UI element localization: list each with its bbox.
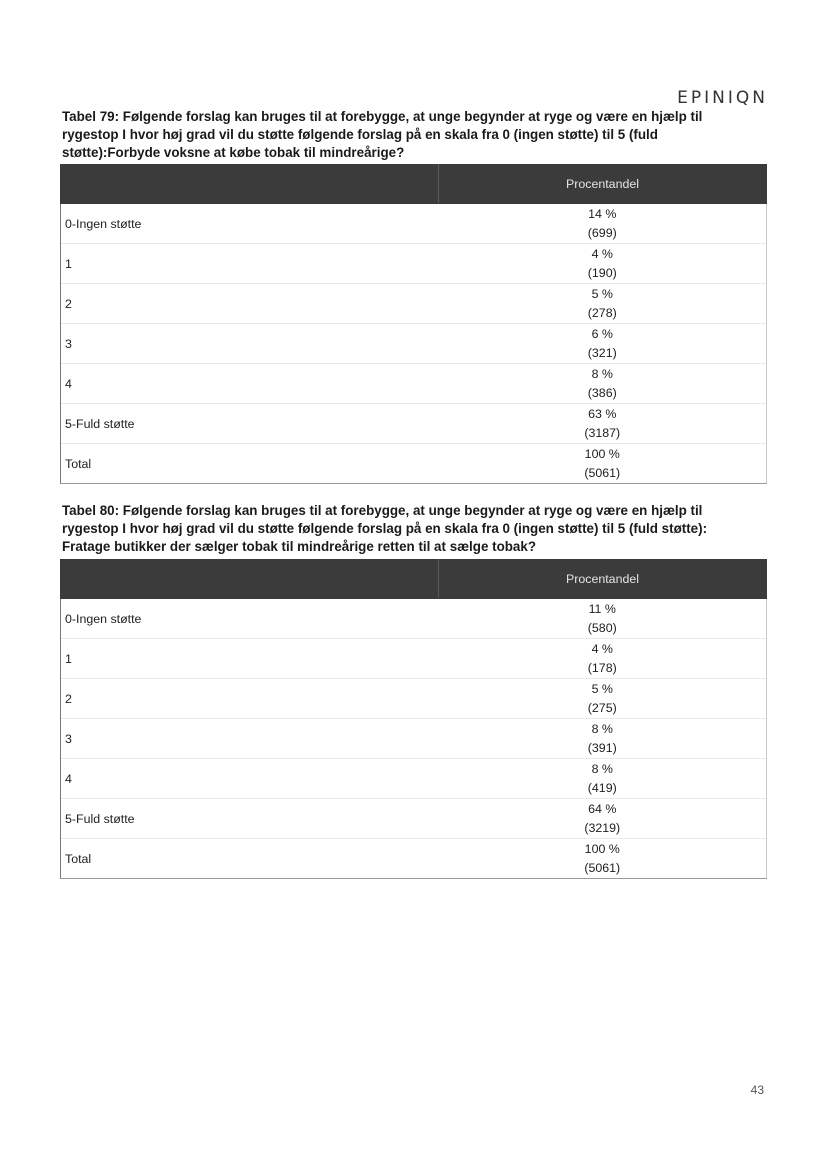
table-row bbox=[61, 244, 767, 284]
percent-value: 100 % bbox=[584, 446, 620, 461]
row-value-cell bbox=[439, 324, 767, 364]
row-label: 1 bbox=[61, 244, 439, 284]
row-label: 3 bbox=[61, 719, 439, 759]
percent-value: 4 % bbox=[591, 641, 613, 656]
table-row bbox=[61, 719, 767, 759]
row-label: 2 bbox=[61, 284, 439, 324]
percent-value: 14 % bbox=[588, 206, 617, 221]
page-number: 43 bbox=[750, 1083, 764, 1097]
count-value: (580) bbox=[587, 620, 617, 635]
count-value: (178) bbox=[587, 660, 617, 675]
header-blank-cell bbox=[61, 165, 439, 204]
count-value: (275) bbox=[587, 700, 617, 715]
count-value: (321) bbox=[587, 345, 617, 360]
count-value: (3187) bbox=[584, 425, 621, 440]
row-label: 4 bbox=[61, 364, 439, 404]
table-79-caption: Tabel 79: Følgende forslag kan bruges til at forebygge, at unge begynder at ryge og være en hjælp til rygestop I hvor høj grad vil du støtte følgende forslag på en skala fra 0 (ingen støtte) til 5 (fuld støtte):Forbyde voksne at købe tobak til mindreårige? bbox=[62, 109, 703, 160]
column-header-procentandel: Procentandel bbox=[439, 560, 767, 599]
percent-value: 6 % bbox=[591, 326, 613, 341]
row-value-cell bbox=[439, 364, 767, 404]
table-79-body bbox=[61, 204, 767, 484]
epinion-logo: EPINIQN bbox=[677, 88, 768, 108]
row-value-cell bbox=[439, 679, 767, 719]
table-80-caption: Tabel 80: Følgende forslag kan bruges til at forebygge, at unge begynder at ryge og være en hjælp til rygestop I hvor høj grad vil du støtte følgende forslag på en skala fra 0 (ingen støtte) til 5 (fuld støtte): Fratage butikker der sælger tobak til mindreårige retten til at sælge tobak? bbox=[62, 503, 708, 554]
row-label: 3 bbox=[61, 324, 439, 364]
row-value-cell bbox=[439, 599, 767, 639]
row-label: Total bbox=[61, 444, 439, 484]
percent-value: 8 % bbox=[591, 366, 613, 381]
row-label: 5-Fuld støtte bbox=[61, 799, 439, 839]
count-value: (386) bbox=[587, 385, 617, 400]
table-row bbox=[61, 639, 767, 679]
count-value: (278) bbox=[587, 305, 617, 320]
table-row bbox=[61, 404, 767, 444]
percent-value: 5 % bbox=[591, 286, 613, 301]
percent-value: 8 % bbox=[591, 761, 613, 776]
percent-value: 100 % bbox=[584, 841, 620, 856]
percent-value: 4 % bbox=[591, 246, 613, 261]
count-value: (3219) bbox=[584, 820, 621, 835]
table-row bbox=[61, 364, 767, 404]
row-label: 5-Fuld støtte bbox=[61, 404, 439, 444]
row-label: 2 bbox=[61, 679, 439, 719]
count-value: (419) bbox=[587, 780, 617, 795]
table-row bbox=[61, 284, 767, 324]
count-value: (5061) bbox=[584, 465, 621, 480]
percent-value: 5 % bbox=[591, 681, 613, 696]
count-value: (5061) bbox=[584, 860, 621, 875]
table-row bbox=[61, 759, 767, 799]
count-value: (699) bbox=[587, 225, 617, 240]
row-value-cell bbox=[439, 839, 767, 879]
table-row bbox=[61, 839, 767, 879]
table-header-row bbox=[61, 165, 767, 204]
percent-value: 64 % bbox=[588, 801, 617, 816]
row-value-cell bbox=[439, 639, 767, 679]
header-blank-cell bbox=[61, 560, 439, 599]
percent-value: 8 % bbox=[591, 721, 613, 736]
percent-value: 11 % bbox=[588, 601, 616, 616]
row-value-cell bbox=[439, 759, 767, 799]
count-value: (391) bbox=[587, 740, 617, 755]
table-79 bbox=[60, 164, 767, 484]
table-80 bbox=[60, 559, 767, 879]
row-label: 0-Ingen støtte bbox=[61, 204, 439, 244]
row-value-cell bbox=[439, 244, 767, 284]
row-value-cell bbox=[439, 284, 767, 324]
row-label: 4 bbox=[61, 759, 439, 799]
row-value-cell bbox=[439, 719, 767, 759]
percent-value: 63 % bbox=[588, 406, 617, 421]
table-row bbox=[61, 599, 767, 639]
row-label: Total bbox=[61, 839, 439, 879]
table-row bbox=[61, 444, 767, 484]
table-row bbox=[61, 799, 767, 839]
count-value: (190) bbox=[587, 265, 617, 280]
row-value-cell bbox=[439, 404, 767, 444]
table-row bbox=[61, 324, 767, 364]
table-row bbox=[61, 204, 767, 244]
table-row bbox=[61, 679, 767, 719]
table-header-row bbox=[61, 560, 767, 599]
row-value-cell bbox=[439, 444, 767, 484]
row-label: 1 bbox=[61, 639, 439, 679]
row-value-cell bbox=[439, 799, 767, 839]
table-80-body bbox=[61, 599, 767, 879]
column-header-procentandel: Procentandel bbox=[439, 165, 767, 204]
row-value-cell bbox=[439, 204, 767, 244]
row-label: 0-Ingen støtte bbox=[61, 599, 439, 639]
